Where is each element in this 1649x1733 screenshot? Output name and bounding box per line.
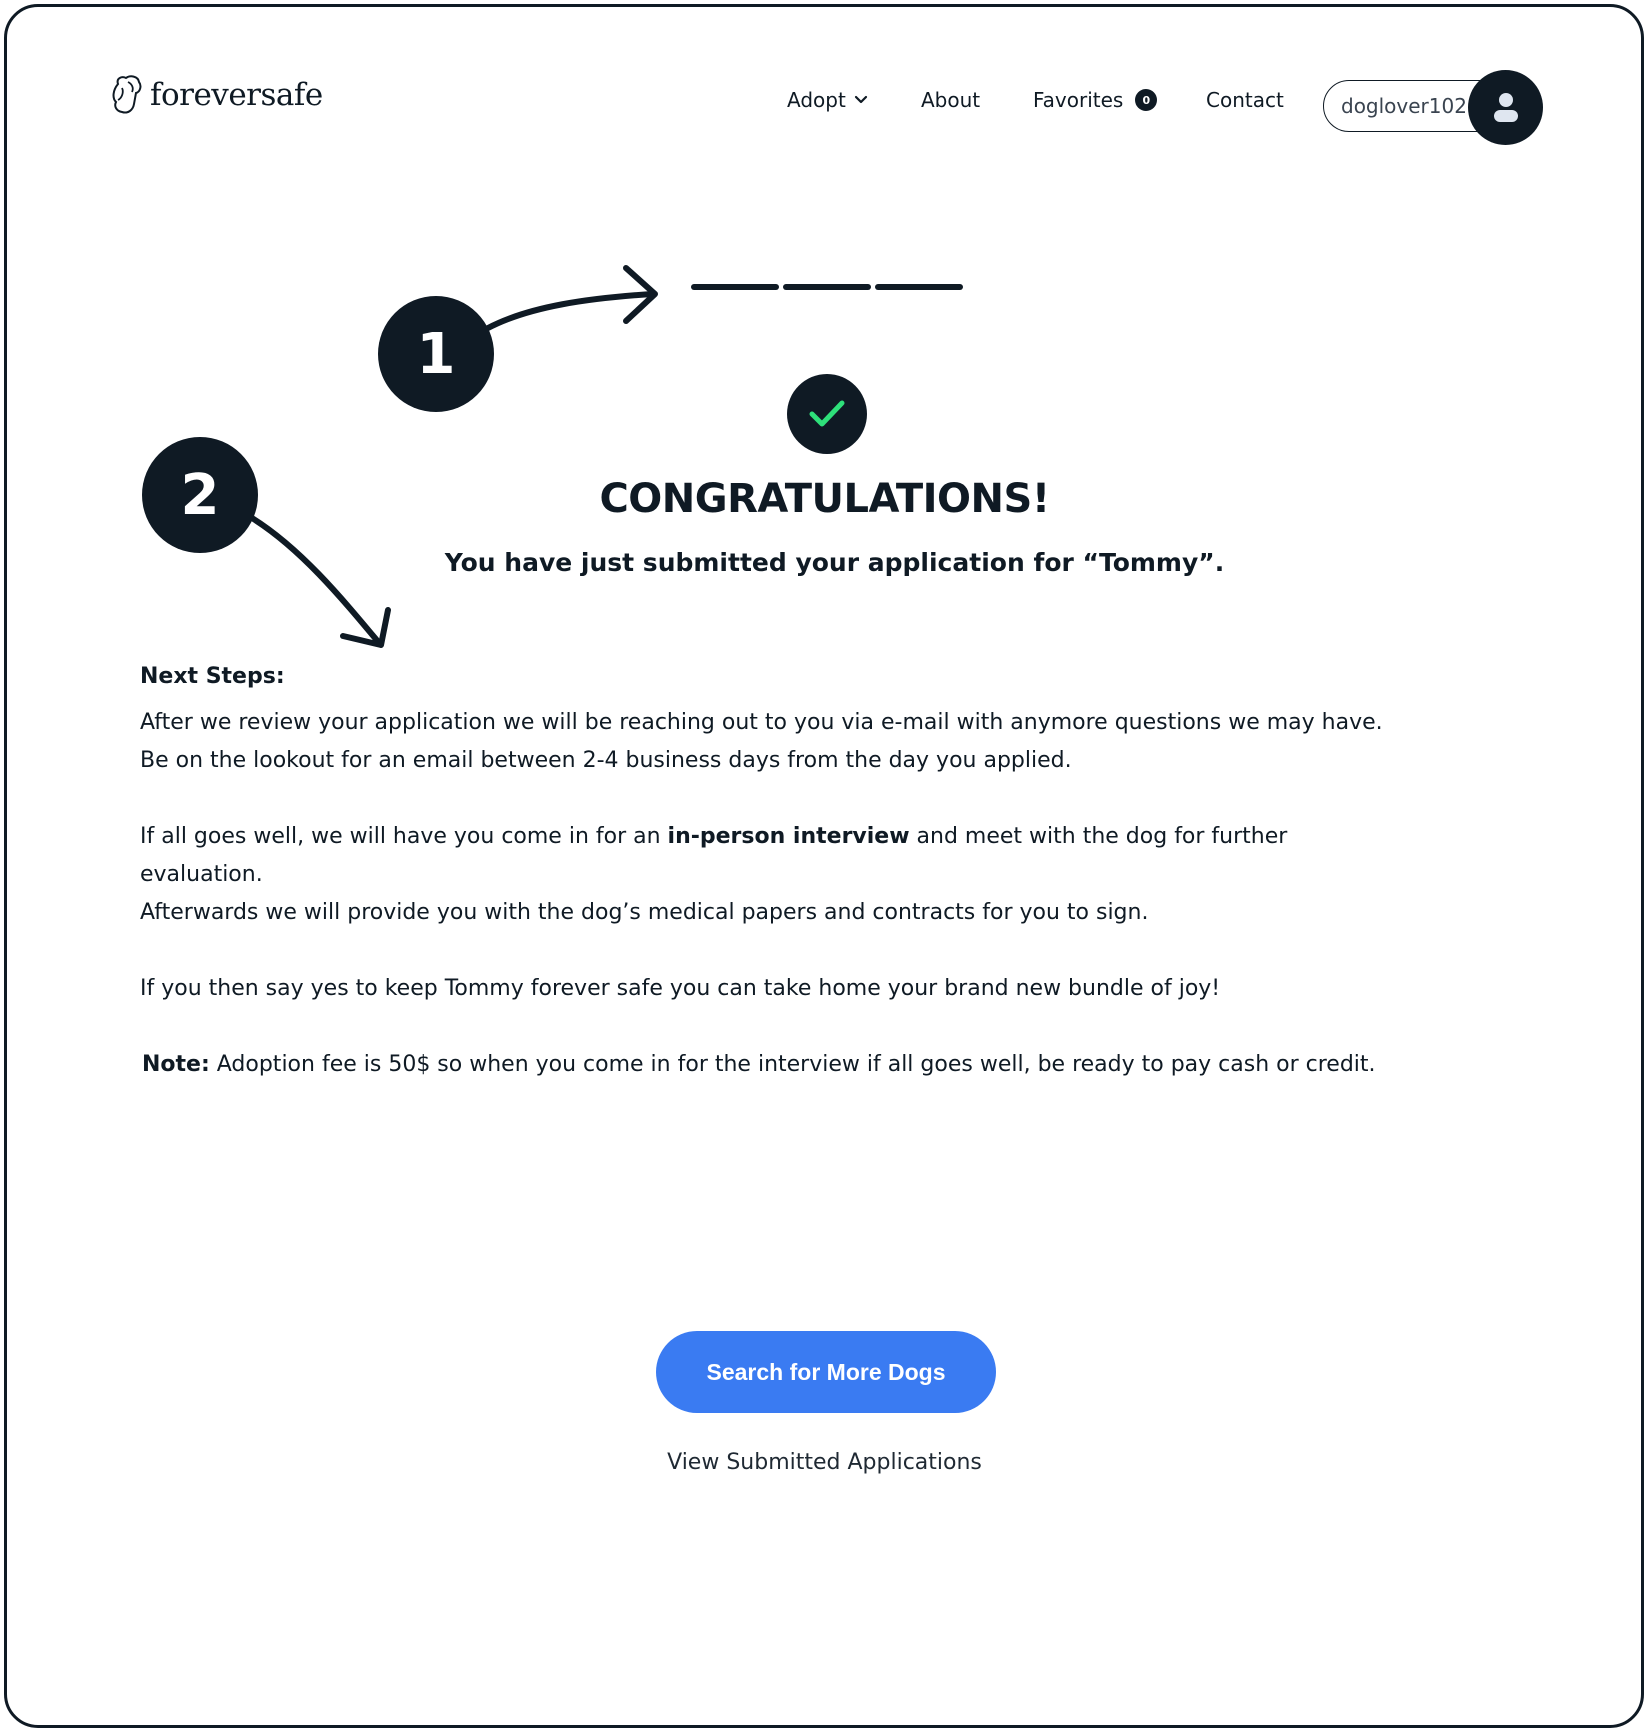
success-badge [787,374,867,454]
note-label: Note: [142,1052,210,1077]
progress-step [783,284,871,290]
check-icon [807,398,847,430]
annotation-arrows [0,0,1649,700]
text-segment: and meet with the dog for further evaluation. [140,824,1288,887]
emphasis-interview: in-person interview [667,824,910,849]
nav-adopt-label: Adopt [787,88,846,112]
note-text: Adoption fee is 50$ so when you come in for the interview if all goes well, be ready to pay cash or credit. [209,1052,1376,1077]
search-more-dogs-button[interactable]: Search for More Dogs [656,1331,996,1413]
next-steps-text: Be on the lookout for an email between 2-4 business days from the day you applied. [140,748,1072,773]
annotation-step-2: 2 [142,437,258,553]
next-steps-text: If you then say yes to keep Tommy forever safe you can take home your brand new bundle of joy! [140,976,1221,1001]
username: doglover102 [1341,94,1467,118]
next-steps-heading: Next Steps: [140,664,285,689]
nav-about-label: About [921,88,981,112]
view-submitted-applications-link[interactable]: View Submitted Applications [667,1450,982,1475]
nav-contact-label: Contact [1206,88,1284,112]
page-title: CONGRATULATIONS! [599,476,1050,522]
fee-note [142,1052,1376,1077]
nav-favorites-label: Favorites [1033,88,1124,112]
progress-step [691,284,779,290]
arrow-2 [252,518,380,644]
favorites-count-badge: 0 [1135,89,1157,111]
next-steps-section [140,660,1400,1008]
brand-name: foreversafe [150,77,323,113]
confirmation-subtitle: You have just submitted your application for “Tommy”. [444,548,1225,577]
text-segment: If all goes well, we will have you come in for an [140,824,668,849]
progress-step [875,284,963,290]
next-steps-text: After we review your application we will be reaching out to you via e-mail with anymore questions we may have. [140,710,1383,735]
annotation-step-1: 1 [378,296,494,412]
next-steps-text [140,818,1400,894]
next-steps-text: Afterwards we will provide you with the dog’s medical papers and contracts for you to sign. [140,900,1149,925]
